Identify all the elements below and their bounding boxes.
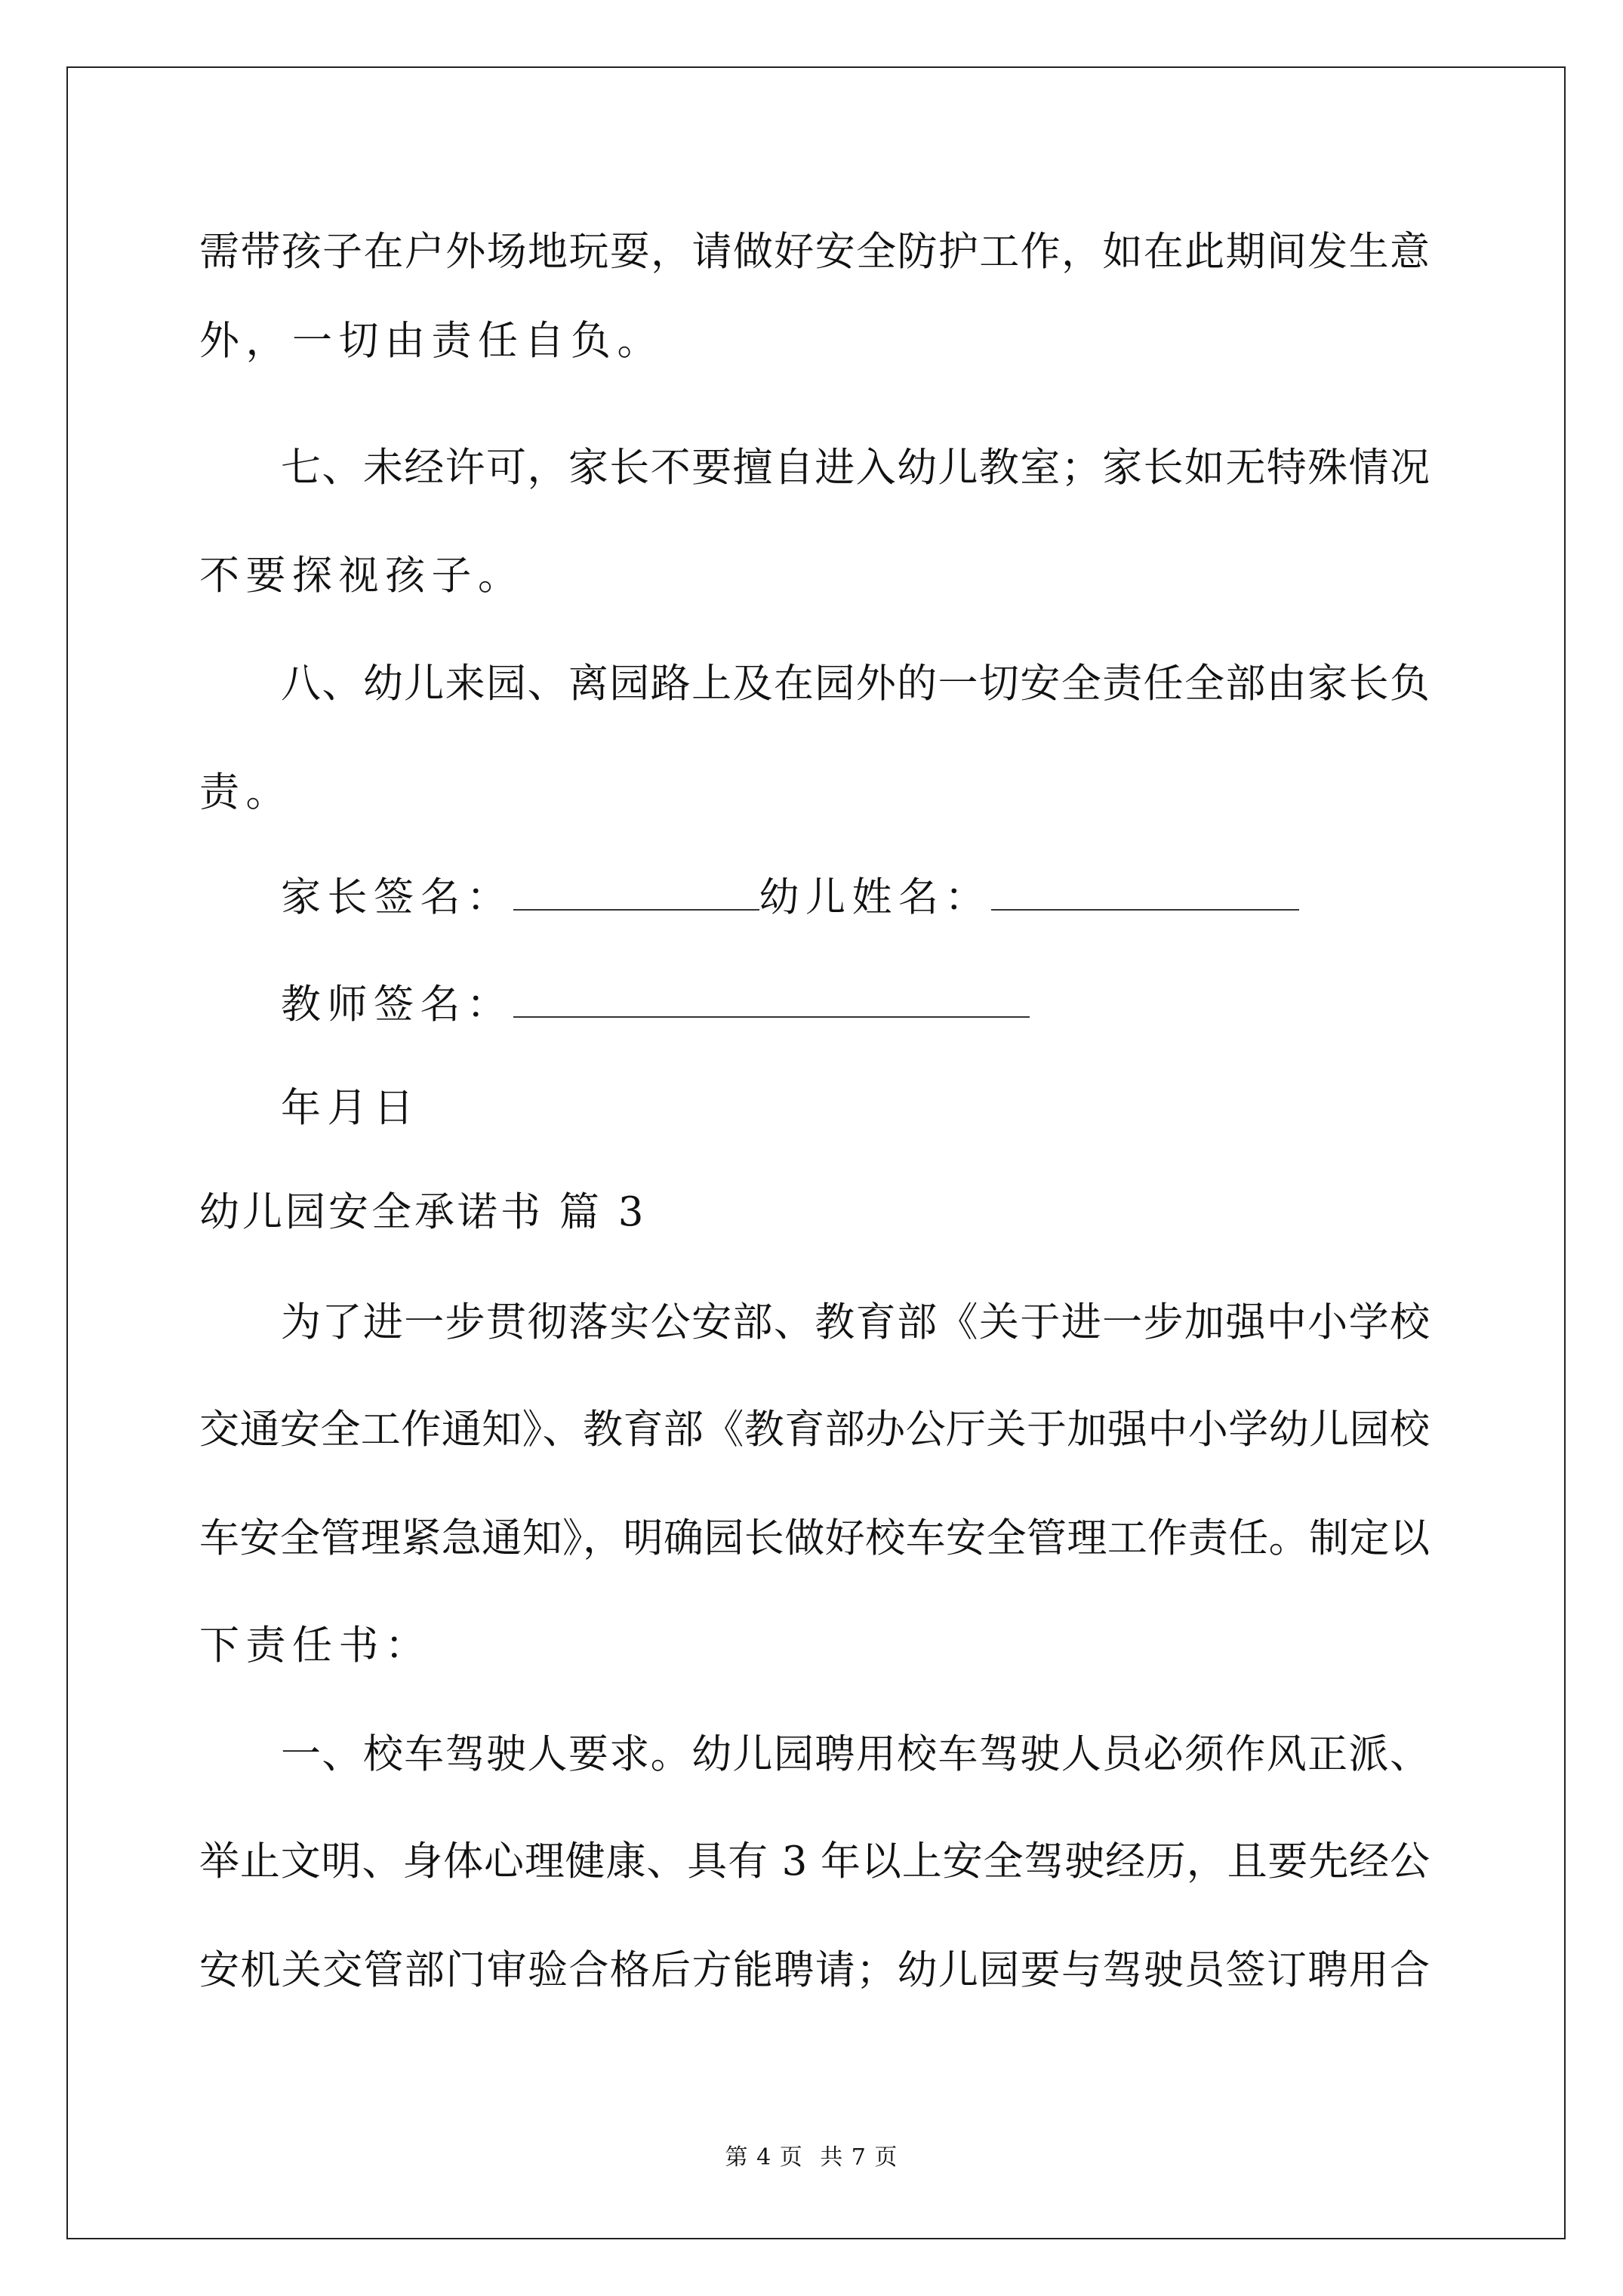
body-line-3: 七、未经许可，家长不要擅自进入幼儿教室；家长如无特殊情况 — [281, 445, 1430, 491]
body-line-12: 举止文明、身体心理健康、具有 3 年以上安全驾驶经历，且要先经公 — [199, 1838, 1430, 1885]
page-number-current: 第 4 页 — [725, 2144, 803, 2171]
body-line-7: 为了进一步贯彻落实公安部、教育部《关于进一步加强中小学校 — [281, 1299, 1430, 1345]
parent-signature-label: 家长签名： — [281, 874, 513, 920]
child-name-label: 幼儿姓名： — [759, 874, 991, 920]
section-heading: 幼儿园安全承诺书 篇 3 — [199, 1189, 647, 1235]
teacher-signature-blank[interactable] — [513, 978, 1030, 1018]
page-footer — [0, 2143, 1623, 2173]
body-line-10: 下责任书： — [199, 1623, 432, 1669]
page-number-total: 共 7 页 — [820, 2144, 898, 2171]
body-line-4: 不要探视孩子。 — [199, 553, 525, 599]
date-line: 年月日 — [281, 1085, 420, 1131]
parent-signature-blank[interactable] — [513, 871, 759, 911]
body-line-2: 外，一切由责任自负。 — [199, 318, 664, 364]
body-line-8: 交通安全工作通知》、教育部《教育部办公厅关于加强中小学幼儿园校 — [199, 1407, 1430, 1453]
body-line-13: 安机关交管部门审验合格后方能聘请；幼儿园要与驾驶员签订聘用合 — [199, 1947, 1430, 1993]
teacher-signature-label: 教师签名： — [281, 982, 513, 1028]
body-line-9: 车安全管理紧急通知》，明确园长做好校车安全管理工作责任。制定以 — [199, 1515, 1430, 1561]
body-line-5: 八、幼儿来园、离园路上及在园外的一切安全责任全部由家长负 — [281, 661, 1430, 707]
signature-row-parent-child — [281, 871, 1299, 920]
body-line-11: 一、校车驾驶人要求。幼儿园聘用校车驾驶人员必须作风正派、 — [281, 1731, 1430, 1777]
signature-row-teacher — [281, 978, 1030, 1027]
body-line-6: 责。 — [199, 769, 292, 815]
child-name-blank[interactable] — [991, 871, 1299, 911]
page-border — [66, 66, 1566, 2239]
body-line-1: 需带孩子在户外场地玩耍，请做好安全防护工作，如在此期间发生意 — [199, 229, 1430, 275]
